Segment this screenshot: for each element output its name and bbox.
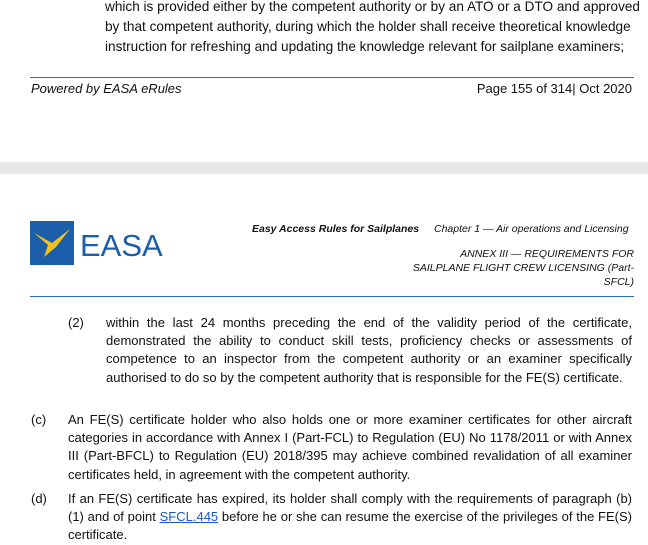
- easa-logo: [30, 221, 170, 265]
- item-marker: (c): [31, 412, 47, 427]
- text-line: which is provided either by the competent authority or by an ATO or a DTO and approved: [105, 0, 640, 14]
- header-rule: [30, 296, 634, 297]
- document-title: Easy Access Rules for Sailplanes: [252, 223, 420, 235]
- annex-label: [404, 247, 634, 289]
- footer-rule: [30, 77, 634, 78]
- annex-line: SFCL): [603, 276, 634, 288]
- footer-powered-by: Powered by EASA eRules: [31, 81, 182, 96]
- annex-line: SAILPLANE FLIGHT CREW LICENSING (Part-: [412, 262, 634, 274]
- logo-text: EASA: [80, 228, 163, 263]
- text-line: by that competent authority, during which the holder shall receive theoretical knowledge: [105, 19, 631, 34]
- sfcl-445-link[interactable]: SFCL.445: [159, 509, 219, 525]
- paragraph-item-d: [68, 490, 632, 545]
- item-marker: (d): [31, 491, 47, 506]
- footer-page-number: Page 155 of 314| Oct 2020: [476, 81, 632, 96]
- paragraph-text: before he or she can resume the exercise of the privileges of the FE(S) certificate.: [68, 509, 633, 543]
- annex-line: ANNEX III — REQUIREMENTS FOR: [460, 248, 634, 260]
- paragraph-item-2: within the last 24 months preceding the end of the validity period of the certificate, demonstrated the ability to conduct skill tests, proficiency checks or assessments of competence to an inspector from the competent authority or an examiner specifically authorised to do so by the competent authority that is responsible for the FE(S) certificate.: [106, 315, 632, 385]
- text-line: instruction for refreshing and updating the knowledge relevant for sailplane examiners;: [105, 39, 625, 54]
- previous-page-text: [105, 0, 640, 57]
- paragraph-item-c: An FE(S) certificate holder who also holds one or more examiner certificates for other aircraft categories in accordance with Annex I (Part-FCL) to Regulation (EU) No 1178/2011 or with Annex III (Part-BFCL) to Regulation (EU) 2018/395 may achieve combined revalidation of all examiner certificates held, in agreement with the competent authority.: [68, 412, 632, 482]
- item-marker: (2): [68, 315, 84, 330]
- chapter-label: Chapter 1 — Air operations and Licensing: [434, 223, 629, 235]
- page-gap: [0, 162, 648, 174]
- paragraph-text: If an FE(S) certificate has expired, its holder shall comply with the requirements of paragraph (b)(1) and of point: [68, 491, 632, 525]
- easa-logo-icon: [30, 221, 170, 265]
